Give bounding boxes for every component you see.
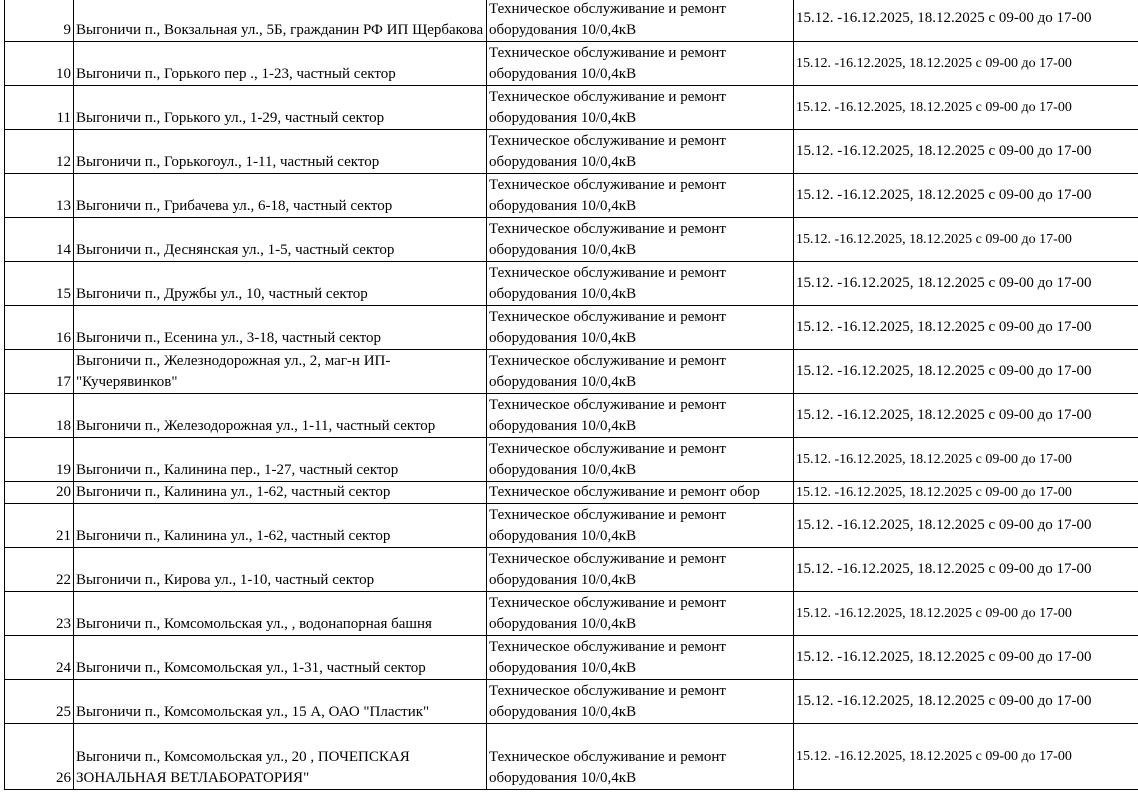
work-type-cell [487,130,794,174]
table-row [5,42,1138,86]
work-type-line-2: оборудования 10/0,4кВ [489,66,637,82]
work-type-cell [487,262,794,306]
outage-dates-cell: 15.12. -16.12.2025, 18.12.2025 с 09-00 до 17-00 [794,218,1138,262]
table-row [5,306,1138,350]
table-row [5,130,1138,174]
work-type-cell [487,724,794,790]
row-number: 23 [5,592,74,636]
row-number: 21 [5,504,74,548]
address-cell: Выгоничи п., Вокзальная ул., 5Б, гражданин РФ ИП Щербакова [74,0,487,42]
address-cell: Выгоничи п., Калинина ул., 1-62, частный сектор [74,482,487,504]
schedule-table [4,0,1138,790]
table-row [5,0,1138,42]
row-number: 16 [5,306,74,350]
address-cell: Выгоничи п., Калинина пер., 1-27, частный сектор [74,438,487,482]
table-row [5,504,1138,548]
outage-dates-cell: 15.12. -16.12.2025, 18.12.2025 с 09-00 до 17-00 [794,636,1138,680]
row-number: 22 [5,548,74,592]
work-type-cell [487,218,794,262]
work-type-line-1: Техническое обслуживание и ремонт обор [489,484,760,500]
address-cell: Выгоничи п., Дружбы ул., 10, частный сектор [74,262,487,306]
work-type-line-1: Техническое обслуживание и ремонт [489,1,726,17]
row-number: 18 [5,394,74,438]
row-number: 24 [5,636,74,680]
outage-dates-cell: 15.12. -16.12.2025, 18.12.2025 с 09-00 до 17-00 [794,174,1138,218]
outage-dates-cell: 15.12. -16.12.2025, 18.12.2025 с 09-00 до 17-00 [794,130,1138,174]
work-type-line-2: оборудования 10/0,4кВ [489,616,637,632]
address-cell: Выгоничи п., Комсомольская ул., 15 А, ОАО "Пластик" [74,680,487,724]
work-type-cell [487,86,794,130]
work-type-line-2: оборудования 10/0,4кВ [489,374,637,390]
work-type-line-1: Техническое обслуживание и ремонт [489,683,726,699]
work-type-line-2: оборудования 10/0,4кВ [489,770,637,786]
address-cell: Выгоничи п., Железнодорожная ул., 2, маг-н ИП-"Кучерявинков" [74,350,487,394]
outage-dates-cell: 15.12. -16.12.2025, 18.12.2025 с 09-00 до 17-00 [794,394,1138,438]
table-row [5,482,1138,504]
row-number: 20 [5,482,74,504]
work-type-cell [487,680,794,724]
work-type-line-1: Техническое обслуживание и ремонт [489,309,726,325]
work-type-line-2: оборудования 10/0,4кВ [489,154,637,170]
work-type-line-1: Техническое обслуживание и ремонт [489,507,726,523]
row-number: 11 [5,86,74,130]
table-row [5,680,1138,724]
row-number: 25 [5,680,74,724]
outage-dates-cell: 15.12. -16.12.2025, 18.12.2025 с 09-00 до 17-00 [794,504,1138,548]
work-type-cell [487,174,794,218]
table-row [5,174,1138,218]
outage-dates-cell: 15.12. -16.12.2025, 18.12.2025 с 09-00 до 17-00 [794,42,1138,86]
work-type-line-2: оборудования 10/0,4кВ [489,22,637,38]
table-row [5,592,1138,636]
outage-dates-cell: 15.12. -16.12.2025, 18.12.2025 с 09-00 до 17-00 [794,724,1138,790]
work-type-cell [487,592,794,636]
work-type-cell [487,438,794,482]
address-cell: Выгоничи п., Комсомольская ул., , водонапорная башня [74,592,487,636]
work-type-cell [487,636,794,680]
outage-dates-cell: 15.12. -16.12.2025, 18.12.2025 с 09-00 до 17-00 [794,0,1138,42]
address-cell: Выгоничи п., Железодорожная ул., 1-11, частный сектор [74,394,487,438]
row-number: 13 [5,174,74,218]
address-cell: Выгоничи п., Комсомольская ул., 20 , ПОЧЕПСКАЯ ЗОНАЛЬНАЯ ВЕТЛАБОРАТОРИЯ" [74,724,487,790]
outage-dates-cell: 15.12. -16.12.2025, 18.12.2025 с 09-00 до 17-00 [794,350,1138,394]
table-row [5,724,1138,790]
row-number: 26 [5,724,74,790]
work-type-cell [487,482,794,504]
outage-dates-cell: 15.12. -16.12.2025, 18.12.2025 с 09-00 до 17-00 [794,548,1138,592]
address-cell: Выгоничи п., Есенина ул., 3-18, частный сектор [74,306,487,350]
table-row [5,438,1138,482]
work-type-cell [487,350,794,394]
table-row [5,548,1138,592]
work-type-cell [487,504,794,548]
work-type-line-2: оборудования 10/0,4кВ [489,330,637,346]
row-number: 10 [5,42,74,86]
outage-dates-cell: 15.12. -16.12.2025, 18.12.2025 с 09-00 до 17-00 [794,438,1138,482]
work-type-line-2: оборудования 10/0,4кВ [489,286,637,302]
schedule-table-body [5,0,1138,790]
work-type-line-1: Техническое обслуживание и ремонт [489,551,726,567]
address-cell: Выгоничи п., Кирова ул., 1-10, частный сектор [74,548,487,592]
work-type-line-1: Техническое обслуживание и ремонт [489,177,726,193]
work-type-line-1: Техническое обслуживание и ремонт [489,595,726,611]
outage-dates-cell: 15.12. -16.12.2025, 18.12.2025 с 09-00 до 17-00 [794,680,1138,724]
work-type-line-1: Техническое обслуживание и ремонт [489,749,726,765]
table-row [5,262,1138,306]
table-row [5,636,1138,680]
address-cell: Выгоничи п., Комсомольская ул., 1-31, частный сектор [74,636,487,680]
work-type-line-2: оборудования 10/0,4кВ [489,528,637,544]
address-cell: Выгоничи п., Горького ул., 1-29, частный сектор [74,86,487,130]
row-number: 9 [5,0,74,42]
work-type-line-1: Техническое обслуживание и ремонт [489,45,726,61]
work-type-line-1: Техническое обслуживание и ремонт [489,353,726,369]
work-type-line-1: Техническое обслуживание и ремонт [489,221,726,237]
table-row [5,394,1138,438]
outage-dates-cell: 15.12. -16.12.2025, 18.12.2025 с 09-00 до 17-00 [794,306,1138,350]
address-cell: Выгоничи п., Горькогоул., 1-11, частный сектор [74,130,487,174]
row-number: 14 [5,218,74,262]
outage-dates-cell: 15.12. -16.12.2025, 18.12.2025 с 09-00 до 17-00 [794,592,1138,636]
work-type-cell [487,306,794,350]
work-type-line-2: оборудования 10/0,4кВ [489,704,637,720]
address-cell: Выгоничи п., Калинина ул., 1-62, частный сектор [74,504,487,548]
work-type-line-1: Техническое обслуживание и ремонт [489,397,726,413]
work-type-cell [487,42,794,86]
work-type-line-2: оборудования 10/0,4кВ [489,660,637,676]
row-number: 12 [5,130,74,174]
work-type-line-1: Техническое обслуживание и ремонт [489,89,726,105]
work-type-line-2: оборудования 10/0,4кВ [489,198,637,214]
table-row [5,218,1138,262]
row-number: 15 [5,262,74,306]
table-row [5,86,1138,130]
row-number: 17 [5,350,74,394]
work-type-line-2: оборудования 10/0,4кВ [489,418,637,434]
address-cell: Выгоничи п., Горького пер ., 1-23, частный сектор [74,42,487,86]
work-type-cell [487,394,794,438]
work-type-line-2: оборудования 10/0,4кВ [489,572,637,588]
work-type-line-2: оборудования 10/0,4кВ [489,242,637,258]
work-type-cell [487,0,794,42]
work-type-line-1: Техническое обслуживание и ремонт [489,441,726,457]
work-type-cell [487,548,794,592]
work-type-line-2: оборудования 10/0,4кВ [489,462,637,478]
work-type-line-1: Техническое обслуживание и ремонт [489,265,726,281]
outage-dates-cell: 15.12. -16.12.2025, 18.12.2025 с 09-00 до 17-00 [794,482,1138,504]
outage-dates-cell: 15.12. -16.12.2025, 18.12.2025 с 09-00 до 17-00 [794,262,1138,306]
work-type-line-2: оборудования 10/0,4кВ [489,110,637,126]
work-type-line-1: Техническое обслуживание и ремонт [489,133,726,149]
address-cell: Выгоничи п., Грибачева ул., 6-18, частный сектор [74,174,487,218]
outage-dates-cell: 15.12. -16.12.2025, 18.12.2025 с 09-00 до 17-00 [794,86,1138,130]
row-number: 19 [5,438,74,482]
table-row [5,350,1138,394]
address-cell: Выгоничи п., Деснянская ул., 1-5, частный сектор [74,218,487,262]
work-type-line-1: Техническое обслуживание и ремонт [489,639,726,655]
